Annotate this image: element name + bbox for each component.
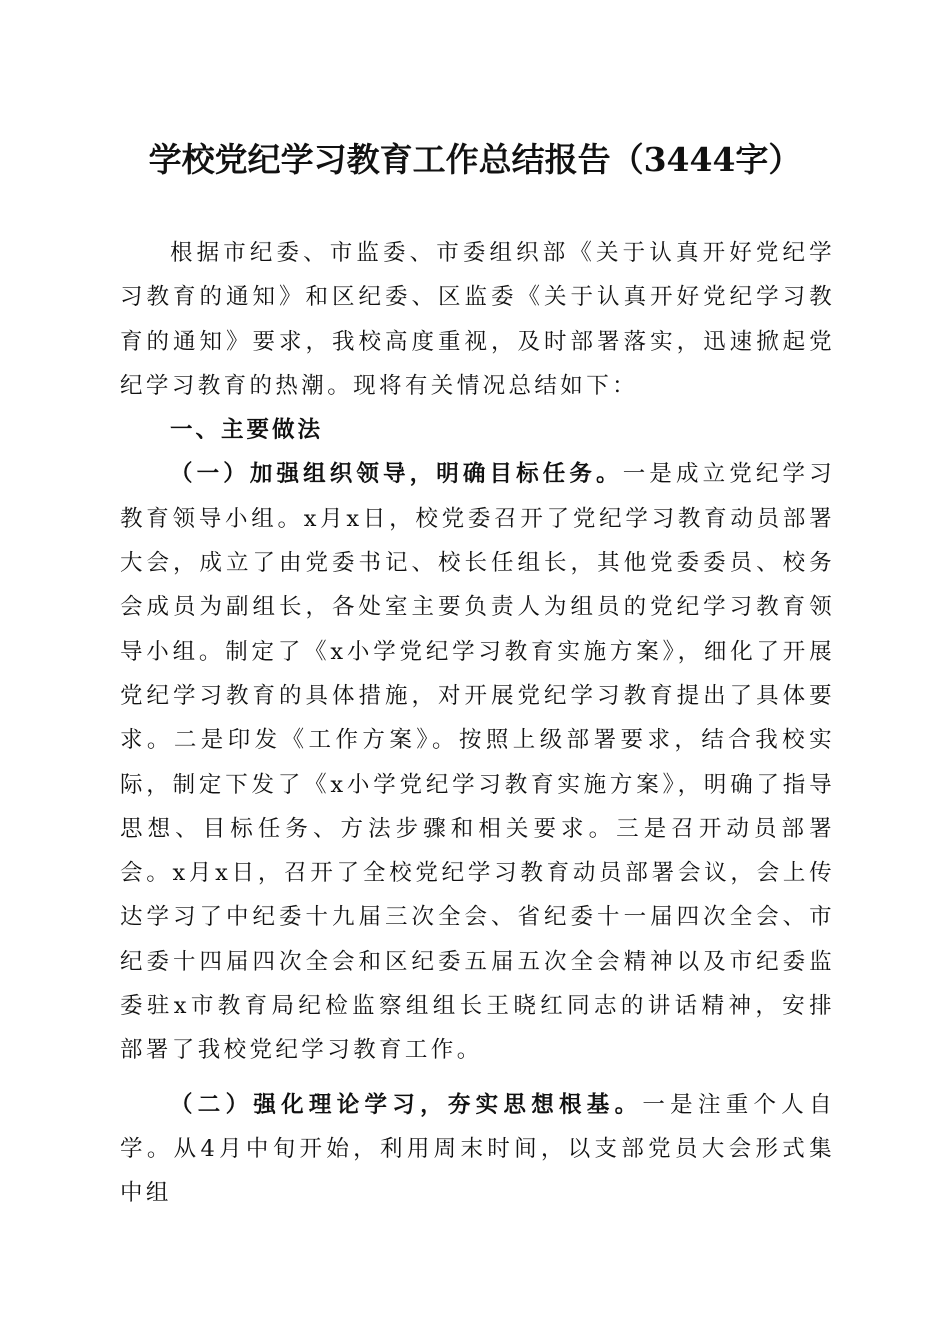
subsection-1-paragraph — [120, 452, 835, 1072]
subsection-1-body: 一是成立党纪学习教育领导小组。x月x日，校党委召开了党纪学习教育动员部署大会，成立了由党委书记、校长任组长，其他党委委员、校务会成员为副组长，各处室主要负责人为组员的党纪学习教育领导小组。制定了《x小学党纪学习教育实施方案》，细化了开展党纪学习教育的具体措施，对开展党纪学习教育提出了具体要求。二是印发《工作方案》。按照上级部署要求，结合我校实际，制定下发了《x小学党纪学习教育实施方案》，明确了指导思想、目标任务、方法步骤和相关要求。三是召开动员部署会。x月x日，召开了全校党纪学习教育动员部署会议，会上传达学习了中纪委十九届三次全会、省纪委十一届四次全会、市纪委十四届四次全会和区纪委五届五次全会精神以及市纪委监委驻x市教育局纪检监察组组长王晓红同志的讲话精神，安排部署了我校党纪学习教育工作。 — [120, 461, 835, 1064]
paragraph-gap — [120, 1073, 835, 1083]
section-heading-main-practices: 一、主要做法 — [170, 417, 324, 444]
document-body — [120, 231, 835, 1216]
subsection-1-lead: （一）加强组织领导，明确目标任务。 — [170, 461, 623, 488]
subsection-2-body: 一是注重个人自学。从4月中旬开始，利用周末时间，以支部党员大会形式集中组 — [120, 1091, 835, 1207]
subsection-2-lead: （二）强化理论学习，夯实思想根基。 — [170, 1091, 643, 1118]
subsection-2-paragraph — [120, 1083, 835, 1216]
document-title: 学校党纪学习教育工作总结报告（3444字） — [148, 140, 802, 179]
intro-paragraph: 根据市纪委、市监委、市委组织部《关于认真开好党纪学习教育的通知》和区纪委、区监委《关于认真开好党纪学习教育的通知》要求，我校高度重视，及时部署落实，迅速掀起党纪学习教育的热潮。现将有关情况总结如下： — [120, 240, 835, 399]
